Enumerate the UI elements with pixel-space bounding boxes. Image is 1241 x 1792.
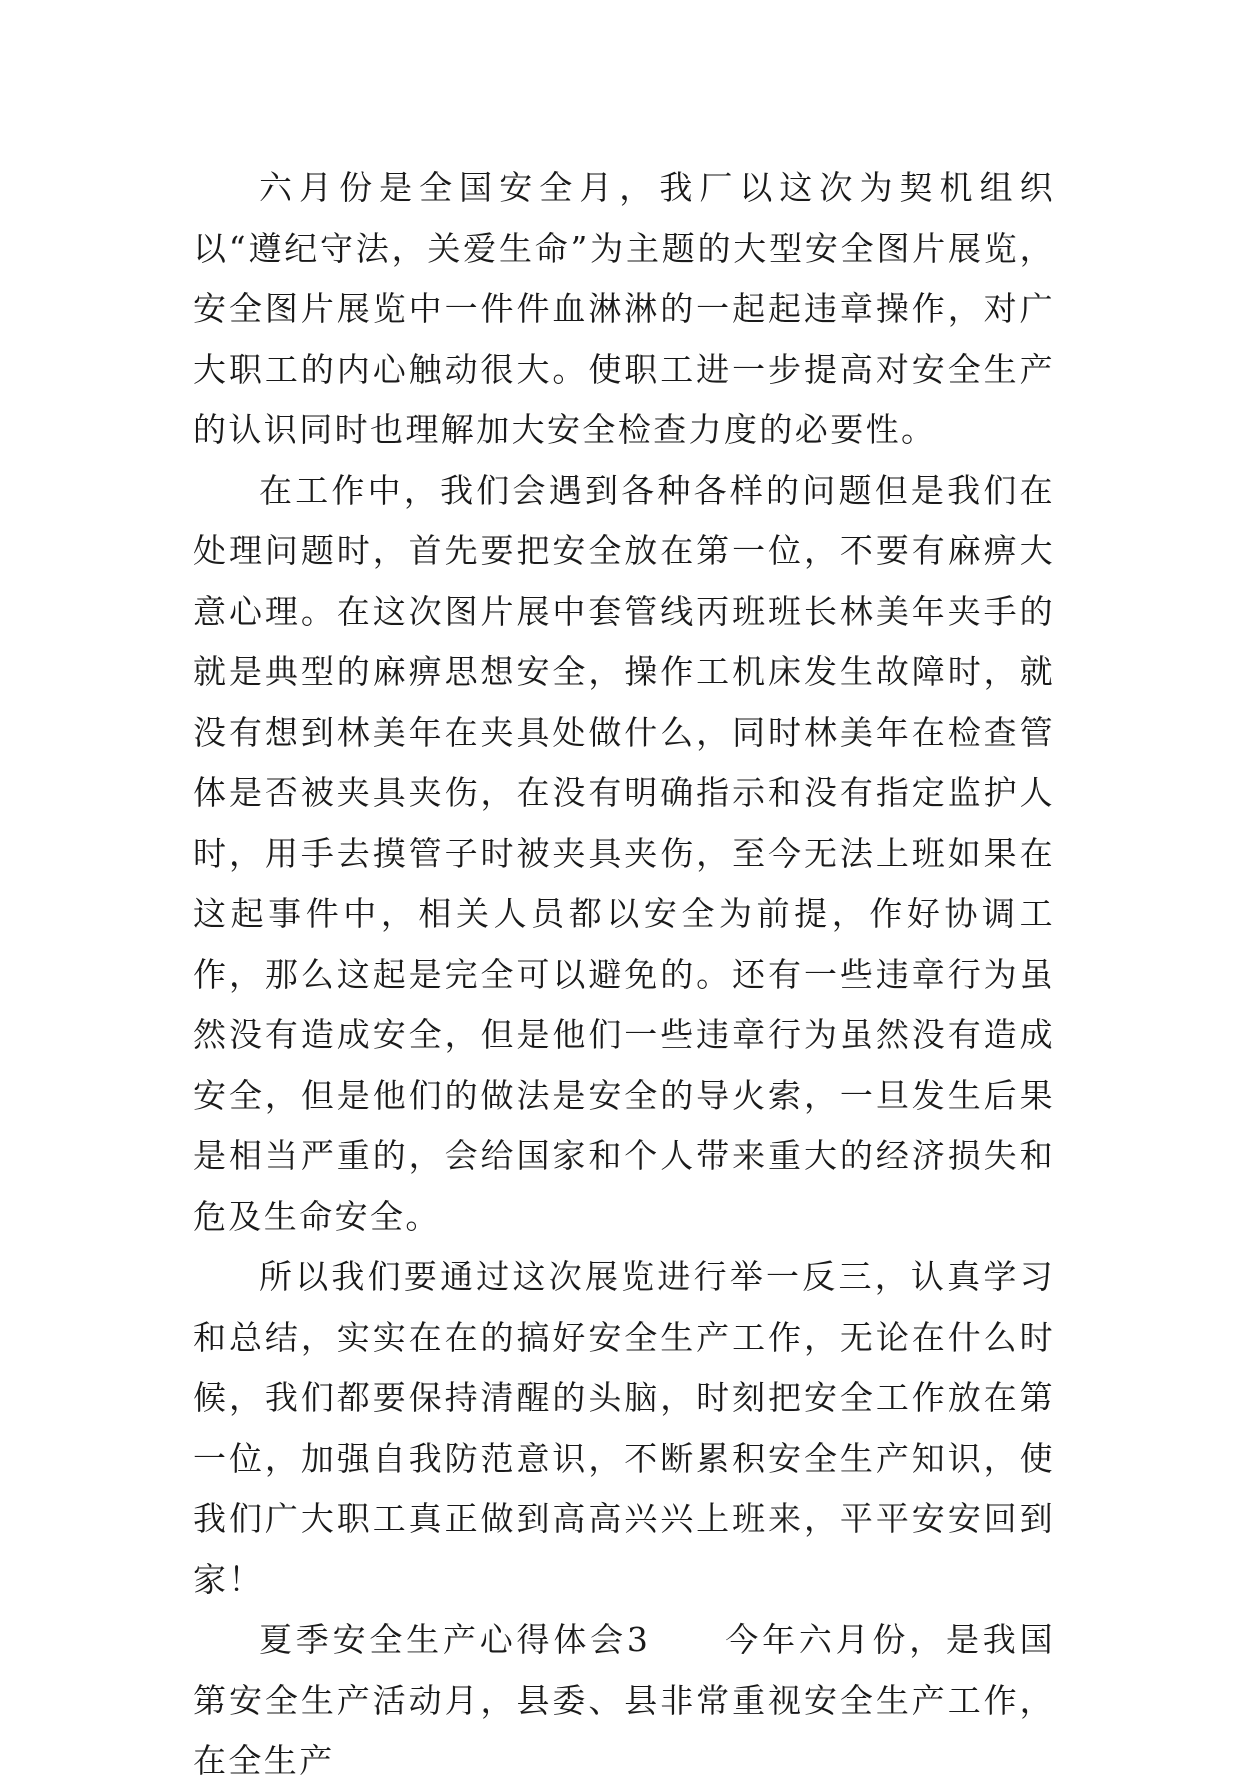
paragraph-1: 六月份是全国安全月，我厂以这次为契机组织以“遵纪守法，关爱生命”为主题的大型安全图片展览，安全图片展览中一件件血淋淋的一起起违章操作，对广大职工的内心触动很大。使职工进一步提高对安全生产的认识同时也理解加大安全检查力度的必要性。: [193, 168, 1055, 449]
paragraph-4: 夏季安全生产心得体会3 今年六月份，是我国第安全生产活动月，县委、县非常重视安全生产工作，在全生产: [193, 1620, 1055, 1780]
document-body: [193, 158, 1055, 1792]
paragraph-3: 所以我们要通过这次展览进行举一反三，认真学习和总结，实实在在的搞好安全生产工作，无论在什么时候，我们都要保持清醒的头脑，时刻把安全工作放在第一位，加强自我防范意识，不断累积安全生产知识，使我们广大职工真正做到高高兴兴上班来，平平安安回到家！: [193, 1257, 1055, 1599]
paragraph-2: 在工作中，我们会遇到各种各样的问题但是我们在处理问题时，首先要把安全放在第一位，不要有麻痹大意心理。在这次图片展中套管线丙班班长林美年夹手的就是典型的麻痹思想安全，操作工机床发生故障时，就没有想到林美年在夹具处做什么，同时林美年在检查管体是否被夹具夹伤，在没有明确指示和没有指定监护人时，用手去摸管子时被夹具夹伤，至今无法上班如果在这起事件中，相关人员都以安全为前提，作好协调工作，那么这起是完全可以避免的。还有一些违章行为虽然没有造成安全，但是他们一些违章行为虽然没有造成安全，但是他们的做法是安全的导火索，一旦发生后果是相当严重的，会给国家和个人带来重大的经济损失和危及生命安全。: [193, 470, 1055, 1236]
